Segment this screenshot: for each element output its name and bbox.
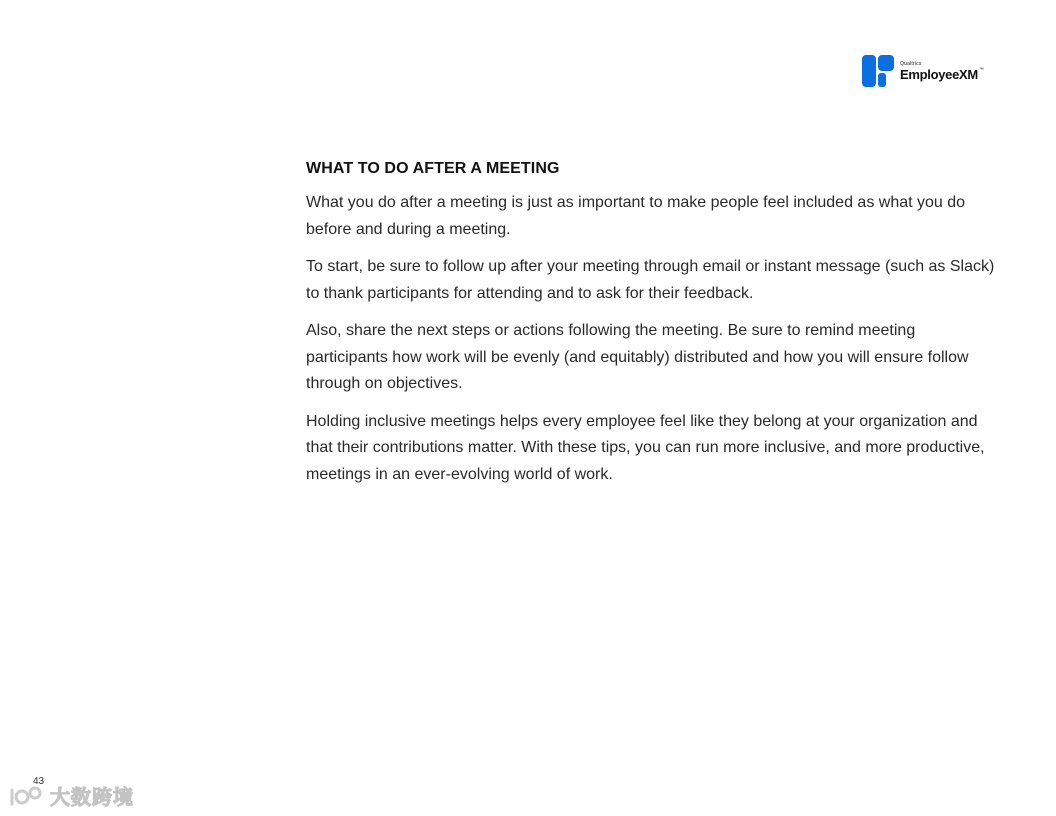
logo-wordmark bbox=[900, 62, 984, 81]
main-content bbox=[306, 160, 996, 499]
paragraph-4: Holding inclusive meetings helps every employee feel like they belong at your organization and that their contributions matter. With these tips, you can run more inclusive, and more productive, meetings in an ever-evolving world of work. bbox=[306, 412, 985, 483]
watermark-logo-icon bbox=[8, 782, 46, 810]
logo-trademark: ™ bbox=[978, 66, 984, 73]
watermark bbox=[8, 781, 134, 810]
section-heading: WHAT TO DO AFTER A MEETING bbox=[306, 160, 560, 177]
logo-company-name: Qualtrics bbox=[900, 60, 922, 67]
paragraph-1: What you do after a meeting is just as important to make people feel included as what you do before and during a meeting. bbox=[306, 194, 966, 238]
page-number: 43 bbox=[33, 776, 45, 787]
logo-product-name bbox=[900, 68, 984, 81]
qualtrics-logo-icon bbox=[862, 55, 894, 87]
brand-logo bbox=[862, 55, 984, 87]
paragraph-2: To start, be sure to follow up after your meeting through email or instant message (such as Slack) to thank participants for attending and to ask for their feedback. bbox=[306, 258, 995, 302]
paragraph-3: Also, share the next steps or actions following the meeting. Be sure to remind meeting participants how work will be evenly (and equitably) distributed and how you will ensure follow through on objectives. bbox=[306, 322, 969, 392]
watermark-text: 大数跨境 bbox=[50, 785, 134, 809]
logo-product-label: EmployeeXM bbox=[900, 66, 978, 82]
